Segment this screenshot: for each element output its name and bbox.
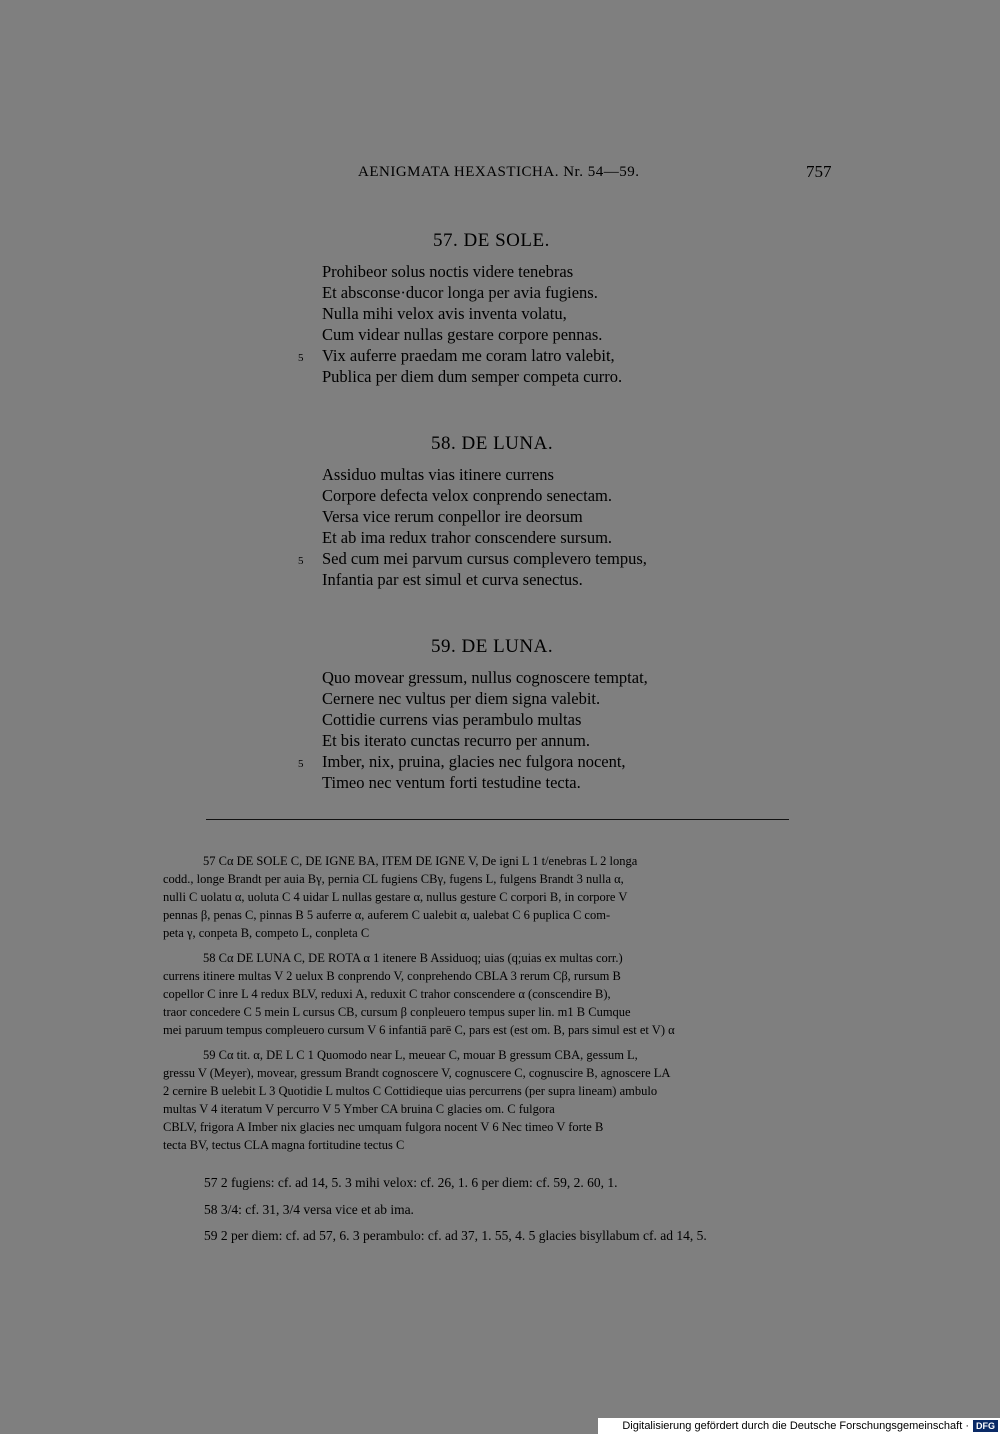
similia-line: 57 2 fugiens: cf. ad 14, 5. 3 mihi velox: cf. 26, 1. 6 per diem: cf. 59, 2. 60, 1. xyxy=(204,1175,618,1190)
credit-text: Digitalisierung gefördert durch die Deutsche Forschungsgemeinschaft · xyxy=(622,1420,969,1432)
line-number: 5 xyxy=(298,555,304,567)
apparatus-line: peta γ, conpeta B, competo L, conpleta C xyxy=(163,926,370,940)
verse-line: Sed cum mei parvum cursus complevero tempus, xyxy=(322,549,647,568)
apparatus-line: codd., longe Brandt per auia Bγ, pernia CL fugiens CBγ, fugens L, fulgens Brandt 3 nulla α, xyxy=(163,872,624,886)
similia-line: 59 2 per diem: cf. ad 57, 6. 3 perambulo: cf. ad 37, 1. 55, 4. 5 glacies bisyllabum cf. ad 14, 5. xyxy=(204,1228,707,1243)
apparatus-line: mei paruum tempus compleuero cursum V 6 infantiā parē C, pars est (est om. B, pars simul est et V) α xyxy=(163,1023,675,1037)
similia-line: 58 3/4: cf. 31, 3/4 versa vice et ab ima. xyxy=(204,1202,414,1217)
poem-body xyxy=(322,464,647,590)
line-number: 5 xyxy=(298,352,304,364)
verse-line: Et absconse·ducor longa per avia fugiens. xyxy=(322,283,598,302)
verse-line: Vix auferre praedam me coram latro valebit, xyxy=(322,346,615,365)
footnote-rule xyxy=(206,819,789,820)
apparatus-line: traor concedere C 5 mein L cursus CB, cursum β conpleuero tempus super lin. m1 B Cumque xyxy=(163,1005,631,1019)
apparatus-line: gressu V (Meyer), movear, gressum Brandt cognoscere V, cognuscere C, cognuscire B, agnoscere LA xyxy=(163,1066,671,1080)
poem-title: 57. DE SOLE. xyxy=(433,230,550,251)
verse-line: Assiduo multas vias itinere currens xyxy=(322,465,554,484)
verse-line: Et ab ima redux trahor conscendere sursum. xyxy=(322,528,613,547)
poem-body xyxy=(322,261,622,387)
apparatus-line: multas V 4 iteratum V percurro V 5 Ymber CA bruina C glacies om. C fulgora xyxy=(163,1102,555,1116)
poem-title: 59. DE LUNA. xyxy=(431,636,554,657)
verse-line: Publica per diem dum semper competa curro. xyxy=(322,367,623,386)
apparatus-line: 59 Cα tit. α, DE L C 1 Quomodo near L, meuear C, mouar B gressum CBA, gessum L, xyxy=(203,1048,638,1062)
apparatus-line: 2 cernire B uelebit L 3 Quotidie L multos C Cottidieque uias percurrens (per supra lineam) ambulo xyxy=(163,1084,658,1098)
digitization-credit xyxy=(598,1418,1000,1434)
verse-line: Nulla mihi velox avis inventa volatu, xyxy=(322,304,567,323)
line-number: 5 xyxy=(298,758,304,770)
apparatus-line: copellor C inre L 4 redux BLV, reduxi A, reduxit C trahor conscendere α (conscendire B), xyxy=(163,987,611,1001)
apparatus-block-59 xyxy=(163,1046,670,1154)
poem-title: 58. DE LUNA. xyxy=(431,433,554,454)
apparatus-line: tecta BV, tectus CLA magna fortitudine tectus C xyxy=(163,1138,405,1152)
apparatus-line: 57 Cα DE SOLE C, DE IGNE BA, ITEM DE IGNE V, De igni L 1 t/enebras L 2 longa xyxy=(203,854,638,868)
verse-line: Cottidie currens vias perambulo multas xyxy=(322,710,582,729)
verse-line: Infantia par est simul et curva senectus. xyxy=(322,570,583,589)
verse-line: Et bis iterato cunctas recurro per annum. xyxy=(322,731,591,750)
verse-line: Timeo nec ventum forti testudine tecta. xyxy=(322,773,581,792)
apparatus-line: CBLV, frigora A Imber nix glacies nec umquam fulgora nocent V 6 Nec timeo V forte B xyxy=(163,1120,604,1134)
apparatus-line: nulli C uolatu α, uoluta C 4 uidar L nullas gestare α, nullus gesture C corpori B, in corpore V xyxy=(163,890,628,904)
running-head: AENIGMATA HEXASTICHA. Nr. 54—59. xyxy=(358,164,640,180)
page-number: 757 xyxy=(806,162,832,181)
verse-line: Versa vice rerum conpellor ire deorsum xyxy=(322,507,583,526)
apparatus-line: currens itinere multas V 2 uelux B conprendo V, conprehendo CBLA 3 rerum Cβ, rursum B xyxy=(163,969,621,983)
verse-line: Imber, nix, pruina, glacies nec fulgora nocent, xyxy=(322,752,626,771)
verse-line: Cernere nec vultus per diem signa valebit. xyxy=(322,689,601,708)
verse-line: Cum videar nullas gestare corpore pennas. xyxy=(322,325,603,344)
apparatus-block-58 xyxy=(163,949,675,1039)
verse-line: Corpore defecta velox conprendo senectam. xyxy=(322,486,612,505)
dfg-logo: DFG xyxy=(973,1420,998,1432)
verse-line: Quo movear gressum, nullus cognoscere temptat, xyxy=(322,668,648,687)
apparatus-block-57 xyxy=(163,852,637,942)
verse-line: Prohibeor solus noctis videre tenebras xyxy=(322,262,574,281)
apparatus-line: 58 Cα DE LUNA C, DE ROTA α 1 itenere B Assiduoq; uias (q;uias ex multas corr.) xyxy=(203,951,623,965)
apparatus-line: pennas β, penas C, pinnas B 5 auferre α, auferem C ualebit α, ualebat C 6 puplica C com- xyxy=(163,908,611,922)
poem-body xyxy=(322,667,648,793)
